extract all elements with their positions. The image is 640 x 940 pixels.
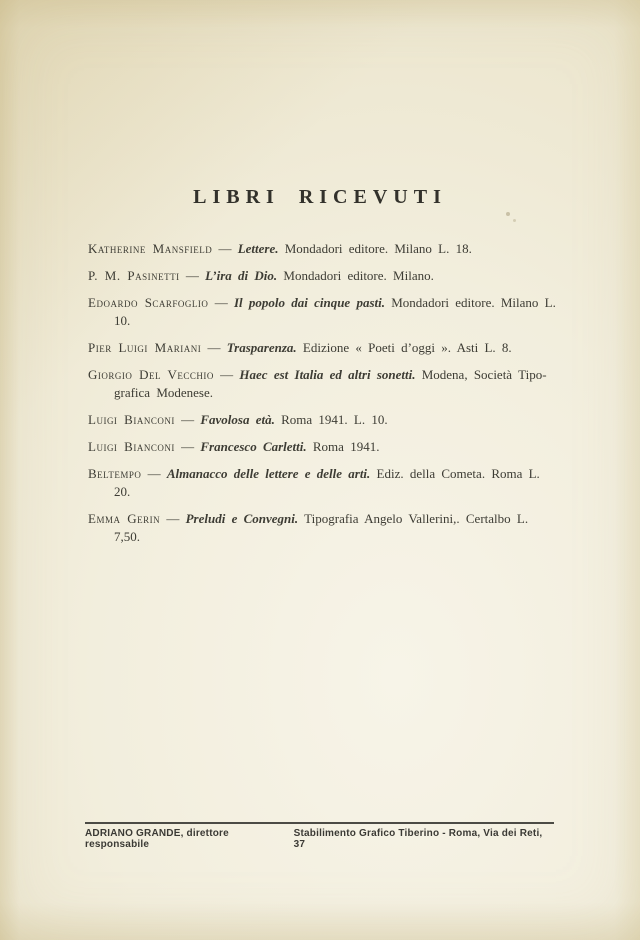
entry-author: Emma Gerin: [88, 511, 161, 526]
entry-book-title: Preludi e Convegni.: [185, 511, 299, 526]
entry-author: Luigi Bianconi: [88, 439, 175, 454]
entry-author: Giorgio Del Vecchio: [88, 367, 214, 382]
entry-author: Katherine Mansfield: [88, 241, 213, 256]
book-entry: [88, 438, 560, 456]
book-entry: [88, 240, 560, 258]
entry-details: Modena, Società Tipo-: [421, 367, 547, 382]
paper-speck: [513, 219, 516, 222]
em-dash: —: [207, 340, 221, 355]
entry-details: Mondadori editore. Milano.: [283, 268, 434, 283]
imprint-editor: ADRIANO GRANDE, direttore responsabile: [85, 828, 229, 850]
entry-book-title: Il popolo dai cinque pasti.: [233, 295, 385, 310]
entry-author: Beltempo: [88, 466, 142, 481]
entry-author: P. M. Pasinetti: [88, 268, 180, 283]
entry-author: Luigi Bianconi: [88, 412, 175, 427]
entry-author: Edoardo Scarfoglio: [88, 295, 209, 310]
entry-details: Edizione « Poeti d’oggi ». Asti L. 8.: [302, 340, 512, 355]
entry-book-title: Lettere.: [237, 241, 279, 256]
entry-book-title: Favolosa età.: [200, 412, 275, 427]
em-dash: —: [181, 412, 195, 427]
entry-details: Mondadori editore. Milano L. 10.: [114, 295, 556, 328]
entry-book-title: Trasparenza.: [226, 340, 297, 355]
book-entry: [88, 366, 560, 402]
book-entries-list: [88, 240, 560, 555]
book-entry: [88, 339, 560, 357]
entry-details: Tipografia Angelo Vallerini,. Certalbo L. 7,50.: [114, 511, 529, 544]
entry-author: Pier Luigi Mariani: [88, 340, 202, 355]
entry-details: Roma 1941.: [312, 439, 380, 454]
entry-book-title: Haec est Italia ed altri sonetti.: [239, 367, 416, 382]
page-title: LIBRI RICEVUTI: [193, 186, 447, 208]
entry-details: Roma 1941. L. 10.: [281, 412, 388, 427]
book-entry: [88, 411, 560, 429]
entry-details: Ediz. della Cometa. Roma L. 20.: [114, 466, 540, 499]
em-dash: —: [214, 295, 228, 310]
book-entry: [88, 267, 560, 285]
entry-details: Mondadori editore. Milano L. 18.: [284, 241, 472, 256]
em-dash: —: [220, 367, 234, 382]
book-entry: [88, 510, 560, 546]
em-dash: —: [181, 439, 195, 454]
entry-book-title: L’ira di Dio.: [205, 268, 278, 283]
entry-book-title: Francesco Carletti.: [200, 439, 307, 454]
em-dash: —: [218, 241, 232, 256]
em-dash: —: [166, 511, 180, 526]
em-dash: —: [147, 466, 161, 481]
footer-rule: [85, 822, 554, 824]
entry-details-continued: grafica Modenese.: [114, 385, 214, 400]
entry-book-title: Almanacco delle lettere e delle arti.: [166, 466, 371, 481]
em-dash: —: [185, 268, 199, 283]
book-entry: [88, 465, 560, 501]
imprint-printer: Stabilimento Grafico Tiberino - Roma, Via dei Reti, 37: [293, 828, 543, 850]
imprint-footer: [85, 828, 554, 850]
book-entry: [88, 294, 560, 330]
paper-speck: [506, 212, 510, 216]
